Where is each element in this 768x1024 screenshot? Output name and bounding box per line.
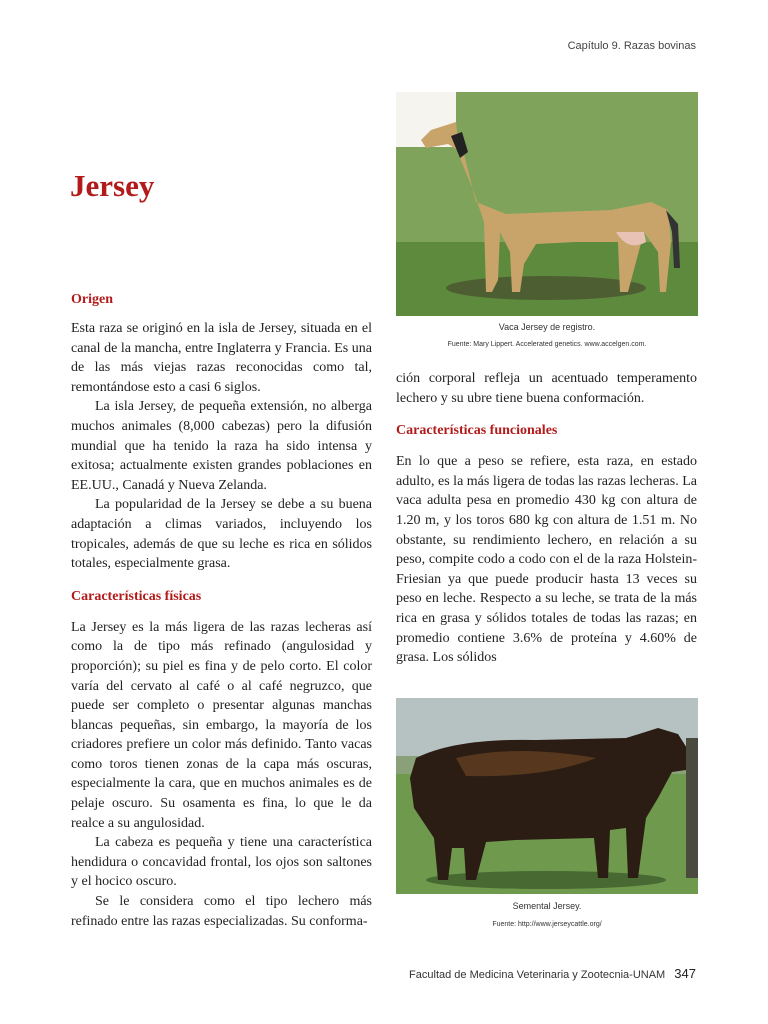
left-column [71, 291, 372, 931]
page-footer [409, 966, 696, 981]
paragraph: Se le considera como el tipo lechero más refinado entre las razas especializadas. Su conforma- [71, 894, 372, 929]
paragraph: Esta raza se originó en la isla de Jersey, situada en el canal de la mancha, entre Inglaterra y Francia. Es una de las más viejas razas reconocidas como tal, remontándose esto a casi 6 siglos. [71, 321, 372, 395]
bull-illustration [396, 698, 698, 894]
cow-photo [396, 92, 698, 316]
cow-illustration [396, 92, 698, 316]
figure-source: Fuente: Mary Lippert. Accelerated genetics. www.accelgen.com. [447, 341, 647, 348]
right-column [396, 369, 697, 668]
paragraph: La isla Jersey, de pequeña extensión, no alberga muchos animales (8,000 cabezas) pero la difusión mundial que ha tenido la raza ha sido intensa y exitosa; actualmente existen grandes poblaciones en EE.UU., Canadá y Nueva Zelanda. [71, 399, 372, 493]
section-heading-origen: Origen [71, 292, 113, 307]
figure-caption: Vaca Jersey de registro. [498, 322, 596, 332]
figure-source: Fuente: http://www.jerseycattle.org/ [492, 921, 602, 928]
paragraph: La Jersey es la más ligera de las razas lecheras así como la de tipo más refinado (angulosidad y proporción); su piel es fina y de pelo corto. El color varía del cervato al café o al café negruzco, que puede ser completo o presentar algunas manchas blancas pequeñas, sin embargo, la mayoría de los criadores prefiere un color más definido. Tanto vacas como toros tienen zonas de la capa más oscuras, especialmente la cara, que en muchos animales es de pelaje oscuro. Su osamenta es fina, lo que le da realce a su angulosidad. [71, 619, 372, 831]
section-heading-fisicas: Características físicas [71, 588, 202, 604]
section-heading-funcionales: Características funcionales [396, 423, 558, 439]
paragraph: La popularidad de la Jersey se debe a su buena adaptación a climas variados, incluyendo los tropicales, además de que su leche es rica en sólidos totales, especialmente grasa. [71, 497, 372, 572]
figure-caption: Semental Jersey. [512, 901, 582, 911]
running-header: Capítulo 9. Razas bovinas [567, 40, 696, 52]
page-number: 347 [674, 966, 696, 981]
footer-institution: Facultad de Medicina Veterinaria y Zootecnia-UNAM [409, 969, 666, 981]
paragraph: En lo que a peso se refiere, esta raza, en estado adulto, es la más ligera de todas las razas lecheras. La vaca adulta pesa en promedio 430 kg con altura de 1.20 m, y los toros 680 kg con altura de 1.51 m. No obstante, su rendimiento lechero, en relación a su peso, compite codo a codo con el de la raza Holstein-Friesian ya que puede producir hasta 13 veces su peso en leche. Respecto a su leche, se trata de la más rica en grasa y sólidos totales de todas las razas; en promedio contiene 3.6% de proteína y 4.60% de grasa. Los sólidos [396, 454, 697, 666]
paragraph: La cabeza es pequeña y tiene una característica hendidura o concavidad frontal, los ojos son saltones y el hocico oscuro. [71, 835, 372, 890]
paragraph: ción corporal refleja un acentuado temperamento lechero y su ubre tiene buena conformación. [396, 371, 697, 406]
bull-photo [396, 698, 698, 894]
page-title: Jersey [70, 168, 155, 203]
